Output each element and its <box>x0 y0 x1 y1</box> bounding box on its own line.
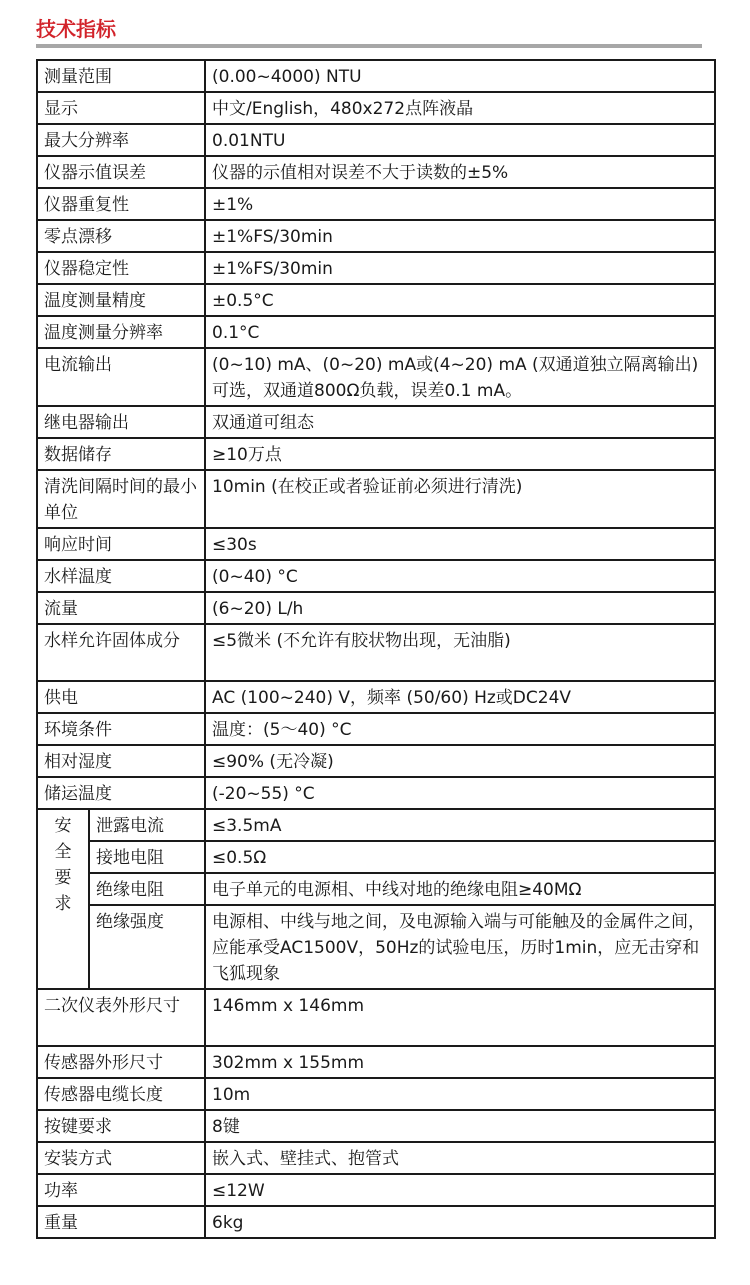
spec-value: 146mm x 146mm <box>205 989 715 1046</box>
table-row <box>37 989 715 1046</box>
table-row <box>37 713 715 745</box>
spec-value: (0~10) mA、(0~20) mA或(4~20) mA (双通道独立隔离输出) 可选，双通道800Ω负载，误差0.1 mA。 <box>205 348 715 406</box>
spec-label: 重量 <box>37 1206 205 1238</box>
table-row <box>37 777 715 809</box>
spec-label: 继电器输出 <box>37 406 205 438</box>
table-row <box>37 92 715 124</box>
table-row <box>37 873 715 905</box>
spec-label: 相对湿度 <box>37 745 205 777</box>
spec-value: (0~40) °C <box>205 560 715 592</box>
table-row <box>37 1078 715 1110</box>
spec-label: 数据储存 <box>37 438 205 470</box>
table-row <box>37 188 715 220</box>
table-row <box>37 470 715 528</box>
spec-label: 供电 <box>37 681 205 713</box>
spec-value: AC (100~240) V，频率 (50/60) Hz或DC24V <box>205 681 715 713</box>
table-row <box>37 1142 715 1174</box>
spec-label: 储运温度 <box>37 777 205 809</box>
spec-label: 水样允许固体成分 <box>37 624 205 681</box>
spec-value: 温度：(5〜40) °C <box>205 713 715 745</box>
safety-value: ≤3.5mA <box>205 809 715 841</box>
spec-label: 显示 <box>37 92 205 124</box>
section-title: 技术指标 <box>36 17 116 41</box>
spec-value: ≤30s <box>205 528 715 560</box>
spec-label: 二次仪表外形尺寸 <box>37 989 205 1046</box>
table-row <box>37 316 715 348</box>
spec-label: 最大分辨率 <box>37 124 205 156</box>
table-row <box>37 1046 715 1078</box>
spec-value: 8键 <box>205 1110 715 1142</box>
spec-label: 传感器外形尺寸 <box>37 1046 205 1078</box>
safety-group-char: 要 <box>54 868 72 888</box>
spec-label: 仪器示值误差 <box>37 156 205 188</box>
spec-label: 温度测量精度 <box>37 284 205 316</box>
table-row <box>37 1110 715 1142</box>
spec-label: 功率 <box>37 1174 205 1206</box>
table-row <box>37 220 715 252</box>
table-row <box>37 1206 715 1238</box>
spec-value: 双通道可组态 <box>205 406 715 438</box>
safety-value: 电源相、中线与地之间，及电源输入端与可能触及的金属件之间，应能承受AC1500V，50Hz的试验电压，历时1min，应无击穿和飞狐现象 <box>205 905 715 989</box>
table-row <box>37 348 715 406</box>
spec-value: ±0.5°C <box>205 284 715 316</box>
safety-label: 接地电阻 <box>89 841 205 873</box>
safety-label: 泄露电流 <box>89 809 205 841</box>
spec-label: 流量 <box>37 592 205 624</box>
safety-value: ≤0.5Ω <box>205 841 715 873</box>
spec-value: 嵌入式、壁挂式、抱管式 <box>205 1142 715 1174</box>
table-row <box>37 905 715 989</box>
table-row <box>37 841 715 873</box>
spec-value: 10m <box>205 1078 715 1110</box>
table-row <box>37 624 715 681</box>
safety-group-char: 安 <box>54 816 72 836</box>
table-row <box>37 438 715 470</box>
table-row <box>37 124 715 156</box>
spec-value: 6kg <box>205 1206 715 1238</box>
spec-value: ≤12W <box>205 1174 715 1206</box>
spec-label: 清洗间隔时间的最小单位 <box>37 470 205 528</box>
spec-label: 水样温度 <box>37 560 205 592</box>
spec-label: 温度测量分辨率 <box>37 316 205 348</box>
spec-value: ≤5微米 (不允许有胶状物出现，无油脂) <box>205 624 715 681</box>
spec-label: 测量范围 <box>37 60 205 92</box>
table-row <box>37 156 715 188</box>
spec-label: 环境条件 <box>37 713 205 745</box>
safety-group-char: 全 <box>54 842 72 862</box>
safety-value: 电子单元的电源相、中线对地的绝缘电阻≥40MΩ <box>205 873 715 905</box>
table-row <box>37 809 715 841</box>
spec-label: 电流输出 <box>37 348 205 406</box>
title-underline <box>36 44 702 48</box>
spec-table <box>36 59 716 1239</box>
safety-group-label <box>37 809 89 989</box>
table-row <box>37 592 715 624</box>
spec-label: 零点漂移 <box>37 220 205 252</box>
spec-value: (6~20) L/h <box>205 592 715 624</box>
spec-value: (-20~55) °C <box>205 777 715 809</box>
spec-value: 0.01NTU <box>205 124 715 156</box>
spec-label: 仪器重复性 <box>37 188 205 220</box>
table-row <box>37 252 715 284</box>
table-row <box>37 560 715 592</box>
safety-label: 绝缘电阻 <box>89 873 205 905</box>
spec-value: ≤90% (无冷凝) <box>205 745 715 777</box>
spec-value: 仪器的示值相对误差不大于读数的±5% <box>205 156 715 188</box>
table-row <box>37 1174 715 1206</box>
safety-label: 绝缘强度 <box>89 905 205 989</box>
spec-label: 传感器电缆长度 <box>37 1078 205 1110</box>
table-row <box>37 681 715 713</box>
table-row <box>37 284 715 316</box>
table-row <box>37 745 715 777</box>
table-row <box>37 60 715 92</box>
spec-value: 302mm x 155mm <box>205 1046 715 1078</box>
spec-value: ≥10万点 <box>205 438 715 470</box>
spec-value: 中文/English，480x272点阵液晶 <box>205 92 715 124</box>
spec-label: 安装方式 <box>37 1142 205 1174</box>
spec-value: ±1%FS/30min <box>205 220 715 252</box>
spec-label: 响应时间 <box>37 528 205 560</box>
spec-label: 仪器稳定性 <box>37 252 205 284</box>
safety-group-char: 求 <box>54 894 72 914</box>
spec-value: 10min (在校正或者验证前必须进行清洗) <box>205 470 715 528</box>
table-row <box>37 528 715 560</box>
spec-value: ±1%FS/30min <box>205 252 715 284</box>
spec-label: 按键要求 <box>37 1110 205 1142</box>
spec-value: (0.00~4000) NTU <box>205 60 715 92</box>
table-row <box>37 406 715 438</box>
spec-value: ±1% <box>205 188 715 220</box>
spec-value: 0.1°C <box>205 316 715 348</box>
